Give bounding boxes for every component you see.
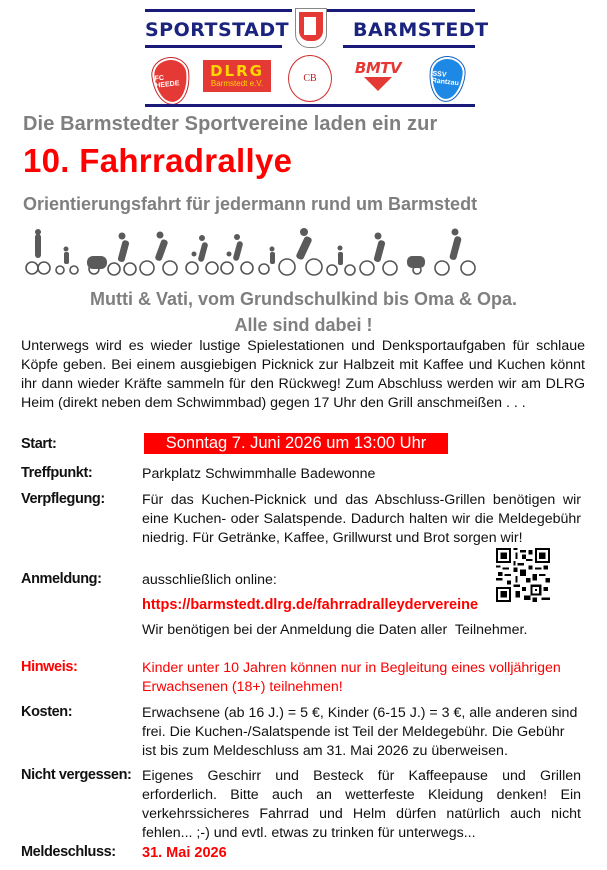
dlrg-logo xyxy=(203,60,271,92)
mid-rule xyxy=(145,45,282,48)
brand-right: BARMSTEDT xyxy=(353,19,489,41)
tennis-club-logo: CB xyxy=(288,55,332,102)
bmtv-triangle-icon xyxy=(364,77,392,91)
fc-heede-logo: FC HEEDE xyxy=(151,56,192,106)
start-date-badge: Sonntag 7. Juni 2026 um 13:00 Uhr xyxy=(144,433,448,454)
slogan-line-1: Mutti & Vati, vom Grundschulkind bis Oma & Opa. xyxy=(89,289,518,309)
meeting-point-value: Parkplatz Schwimmhalle Badewonne xyxy=(142,466,376,482)
start-label: Start: xyxy=(21,436,57,452)
dlrg-logo-title: DLRG xyxy=(210,61,264,80)
bmtv-logo xyxy=(352,60,404,94)
notice-value: Kinder unter 10 Jahren können nur in Begleitung eines volljährigen Erwachsenen (18+) teilnehmen! xyxy=(142,660,561,695)
subtitle: Orientierungsfahrt für jedermann rund um Barmstedt xyxy=(23,194,478,214)
page-title: 10. Fahrradrallye xyxy=(23,142,293,179)
meeting-point-label: Treffpunkt: xyxy=(21,465,93,481)
registration-link[interactable]: https://barmstedt.dlrg.de/fahrradralleydervereine xyxy=(142,597,479,613)
mid-rule xyxy=(343,45,475,48)
qr-code-icon[interactable] xyxy=(496,548,550,602)
ssv-rantzau-logo: SSV Rantzau xyxy=(428,55,466,102)
registration-line-3: Wir benötigen bei der Anmeldung die Daten aller Teilnehmer. xyxy=(142,622,528,638)
registration-line-1: ausschließlich online: xyxy=(142,572,277,588)
costs-value: Erwachsene (ab 16 J.) = 5 €, Kinder (6-15 J.) = 3 €, alle anderen sind frei. Die Kuchen-/Salatspende ist Teil der Meldegebühr. Die Gebühr ist bis zum Meldeschluss am 31. Mai 2026 zu überweisen. xyxy=(142,705,578,759)
bmtv-logo-text: BMTV xyxy=(354,59,402,77)
dont-forget-value: Eigenes Geschirr und Besteck für Kaffeepause und Grillen erforderlich. Bitte auch an wetterfeste Kleidung denken! Ein verkehrssicheres Fahrrad und Helm dürfen natürlich auch nicht fehlen... ;-) und evtl. etwas zu trinken für unterwegs... xyxy=(142,768,581,841)
slogan-line-2: Alle sind dabei ! xyxy=(234,315,373,335)
brand-left: SPORTSTADT xyxy=(145,19,290,41)
top-rule xyxy=(327,9,475,12)
dont-forget-label: Nicht vergessen: xyxy=(21,767,132,783)
costs-label: Kosten: xyxy=(21,704,73,720)
bottom-rule xyxy=(145,104,475,107)
catering-label: Verpflegung: xyxy=(21,491,105,507)
barmstedt-coat-of-arms-icon xyxy=(295,8,327,48)
deadline-value: 31. Mai 2026 xyxy=(142,845,227,861)
dlrg-logo-subtitle: Barmstedt e.V. xyxy=(210,78,264,88)
deadline-label: Meldeschluss: xyxy=(21,844,116,860)
cyclists-silhouettes-icon xyxy=(22,226,512,276)
registration-label: Anmeldung: xyxy=(21,571,102,587)
top-rule xyxy=(145,9,292,12)
catering-value: Für das Kuchen-Picknick und das Abschluss-Grillen benötigen wir eine Kuchen- oder Salatspende. Dadurch halten wir die Meldegebühr niedrig. Für Getränke, Kaffee, Grillwurst und Brot sorgen wir! xyxy=(142,492,581,546)
notice-label: Hinweis: xyxy=(21,659,78,675)
intro-paragraph: Unterwegs wird es wieder lustige Spielestationen und Denksportaufgaben für schlaue Köpfe geben. Bei einem ausgiebigen Picknick zur Halbzeit mit Kaffee und Kuchen könnt ihr dann wieder Kräfte sammeln für den Rückweg! Zum Abschluss werden wir am DLRG Heim (direkt neben dem Schwimmbad) gegen 17 Uhr den Grill anschmeißen . . . xyxy=(21,338,585,411)
intro-heading: Die Barmstedter Sportvereine laden ein zur xyxy=(23,113,438,135)
